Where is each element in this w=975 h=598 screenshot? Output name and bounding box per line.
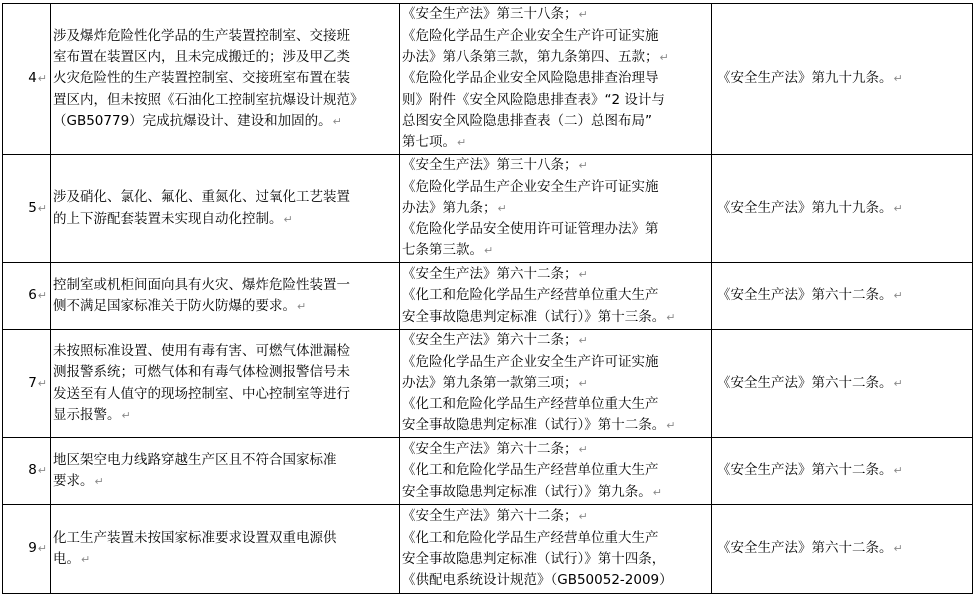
penalty-text: 《安全生产法》第六十二条。 bbox=[717, 287, 893, 304]
basis-line: 《安全生产法》第三十八条； bbox=[402, 6, 578, 23]
basis-line: 《危险化学品生产企业安全生产许可证实施 bbox=[402, 178, 659, 195]
basis-cell bbox=[400, 4, 712, 155]
basis-line: 《危险化学品企业安全风险隐患排查治理导 bbox=[402, 70, 659, 87]
condition-line: 涉及硝化、氯化、氟化、重氮化、过氧化工艺装置 bbox=[53, 189, 350, 206]
row-number: 6 bbox=[28, 287, 37, 304]
row-number-cell bbox=[3, 505, 51, 594]
penalty-cell bbox=[712, 438, 973, 505]
row-number: 5 bbox=[28, 199, 37, 216]
penalty-cell bbox=[712, 4, 973, 155]
paragraph-mark-icon: ↵ bbox=[578, 510, 588, 524]
basis-line: 《安全生产法》第三十八条； bbox=[402, 157, 578, 174]
condition-cell bbox=[51, 155, 400, 263]
penalty-cell bbox=[712, 155, 973, 263]
table-row bbox=[3, 505, 973, 594]
hazard-table bbox=[2, 3, 973, 594]
row-number: 4 bbox=[28, 70, 37, 87]
penalty-text: 《安全生产法》第九十九条。 bbox=[717, 199, 893, 216]
paragraph-mark-icon: ↵ bbox=[893, 464, 903, 478]
basis-line: 安全事故隐患判定标准（试行）》第十三条。 bbox=[402, 308, 666, 325]
basis-line: 《安全生产法》第六十二条； bbox=[402, 441, 578, 458]
paragraph-mark-icon: ↵ bbox=[578, 159, 588, 173]
penalty-text: 《安全生产法》第六十二条。 bbox=[717, 540, 893, 557]
basis-line: 《安全生产法》第六十二条； bbox=[402, 332, 578, 349]
condition-line: 未按照标准设置、使用有毒有害、可燃气体泄漏检 bbox=[53, 342, 350, 359]
basis-line: 办法》第九条； bbox=[402, 199, 497, 216]
row-number-cell bbox=[3, 330, 51, 438]
condition-cell bbox=[51, 263, 400, 330]
condition-cell bbox=[51, 330, 400, 438]
paragraph-mark-icon: ↵ bbox=[37, 376, 47, 390]
table-row bbox=[3, 4, 973, 155]
basis-line: 《化工和危险化学品生产经营单位重大生产 bbox=[402, 529, 659, 546]
basis-cell bbox=[400, 330, 712, 438]
condition-line: 测报警系统；可燃气体和有毒气体检测报警信号未 bbox=[53, 364, 350, 381]
row-number: 9 bbox=[28, 540, 37, 557]
paragraph-mark-icon: ↵ bbox=[578, 8, 588, 22]
paragraph-mark-icon: ↵ bbox=[484, 244, 494, 258]
basis-line: 七条第三款。 bbox=[402, 242, 483, 259]
paragraph-mark-icon: ↵ bbox=[37, 72, 47, 86]
table-row bbox=[3, 155, 973, 263]
paragraph-mark-icon: ↵ bbox=[81, 553, 91, 566]
table-row bbox=[3, 438, 973, 505]
condition-line: 电。 bbox=[53, 551, 80, 567]
paragraph-mark-icon: ↵ bbox=[121, 408, 131, 422]
condition-line: （GB50779）完成抗爆设计、建设和加固的。 bbox=[53, 112, 332, 129]
basis-line: 办法》第九条第一款第三项； bbox=[402, 374, 578, 391]
condition-line: 要求。 bbox=[53, 473, 94, 489]
condition-cell bbox=[51, 4, 400, 155]
paragraph-mark-icon: ↵ bbox=[893, 72, 903, 86]
penalty-text: 《安全生产法》第六十二条。 bbox=[717, 462, 893, 479]
penalty-text: 《安全生产法》第六十二条。 bbox=[717, 374, 893, 391]
paragraph-mark-icon: ↵ bbox=[37, 464, 47, 478]
paragraph-mark-icon: ↵ bbox=[578, 443, 588, 457]
paragraph-mark-icon: ↵ bbox=[893, 376, 903, 390]
condition-line: 侧不满足国家标准关于防火防爆的要求。 bbox=[53, 298, 296, 314]
basis-line: 《供配电系统设计规范》（GB50052-2009） bbox=[402, 572, 673, 589]
basis-line: 《危险化学品生产企业安全生产许可证实施 bbox=[402, 353, 659, 370]
paragraph-mark-icon: ↵ bbox=[578, 268, 588, 282]
row-number: 8 bbox=[28, 462, 37, 479]
condition-line: 的上下游配套装置未实现自动化控制。 bbox=[53, 210, 283, 227]
paragraph-mark-icon: ↵ bbox=[332, 114, 342, 128]
paragraph-mark-icon: ↵ bbox=[457, 136, 467, 150]
paragraph-mark-icon: ↵ bbox=[497, 201, 507, 215]
paragraph-mark-icon: ↵ bbox=[37, 289, 47, 303]
condition-line: 置区内，但未按照《石油化工控制室抗爆设计规范》 bbox=[53, 91, 364, 108]
paragraph-mark-icon: ↵ bbox=[666, 419, 676, 433]
condition-line: 显示报警。 bbox=[53, 406, 121, 423]
condition-line: 化工生产装置未按国家标准要求设置双重电源供 bbox=[53, 529, 337, 546]
table-row bbox=[3, 330, 973, 438]
basis-line: 安全事故隐患判定标准（试行）》第十四条， bbox=[402, 551, 666, 567]
condition-line: 室布置在装置区内，且未完成搬迁的；涉及甲乙类 bbox=[53, 49, 350, 66]
penalty-cell bbox=[712, 263, 973, 330]
paragraph-mark-icon: ↵ bbox=[297, 300, 307, 313]
condition-line: 地区架空电力线路穿越生产区且不符合国家标准 bbox=[53, 451, 337, 468]
condition-line: 发送至有人值守的现场控制室、中心控制室等进行 bbox=[53, 385, 350, 402]
basis-line: 安全事故隐患判定标准（试行）》第十二条。 bbox=[402, 417, 666, 434]
basis-line: 办法》第八条第三款，第九条第四、五款； bbox=[402, 49, 659, 66]
paragraph-mark-icon: ↵ bbox=[578, 376, 588, 390]
paragraph-mark-icon: ↵ bbox=[283, 212, 293, 226]
row-number-cell bbox=[3, 155, 51, 263]
table-row bbox=[3, 263, 973, 330]
condition-cell bbox=[51, 505, 400, 594]
penalty-text: 《安全生产法》第九十九条。 bbox=[717, 70, 893, 87]
paragraph-mark-icon: ↵ bbox=[94, 475, 104, 488]
basis-line: 《化工和危险化学品生产经营单位重大生产 bbox=[402, 287, 659, 304]
basis-line: 《安全生产法》第六十二条； bbox=[402, 508, 578, 525]
row-number-cell bbox=[3, 4, 51, 155]
paragraph-mark-icon: ↵ bbox=[652, 485, 662, 499]
row-number: 7 bbox=[28, 374, 37, 391]
condition-line: 火灾危险性的生产装置控制室、交接班室布置在装 bbox=[53, 70, 350, 87]
penalty-cell bbox=[712, 330, 973, 438]
basis-cell bbox=[400, 155, 712, 263]
row-number-cell bbox=[3, 263, 51, 330]
basis-line: 《危险化学品安全使用许可证管理办法》第 bbox=[402, 221, 659, 238]
paragraph-mark-icon: ↵ bbox=[893, 289, 903, 303]
basis-line: 第七项。 bbox=[402, 134, 456, 151]
basis-line: 则》附件《安全风险隐患排查表》“2 设计与 bbox=[402, 91, 665, 108]
basis-line: 《化工和危险化学品生产经营单位重大生产 bbox=[402, 396, 659, 413]
paragraph-mark-icon: ↵ bbox=[893, 201, 903, 215]
row-number-cell bbox=[3, 438, 51, 505]
basis-cell bbox=[400, 438, 712, 505]
basis-line: 《化工和危险化学品生产经营单位重大生产 bbox=[402, 462, 659, 479]
penalty-cell bbox=[712, 505, 973, 594]
paragraph-mark-icon: ↵ bbox=[37, 201, 47, 215]
basis-line: 总图安全风险隐患排查表（二）总图布局” bbox=[402, 112, 652, 129]
paragraph-mark-icon: ↵ bbox=[578, 334, 588, 348]
basis-cell bbox=[400, 505, 712, 594]
paragraph-mark-icon: ↵ bbox=[37, 542, 47, 556]
paragraph-mark-icon: ↵ bbox=[659, 51, 669, 65]
basis-line: 《安全生产法》第六十二条； bbox=[402, 266, 578, 283]
paragraph-mark-icon: ↵ bbox=[893, 542, 903, 556]
basis-line: 安全事故隐患判定标准（试行）》第九条。 bbox=[402, 483, 652, 500]
basis-cell bbox=[400, 263, 712, 330]
condition-line: 控制室或机柜间面向具有火灾、爆炸危险性装置一 bbox=[53, 276, 350, 293]
basis-line: 《危险化学品生产企业安全生产许可证实施 bbox=[402, 27, 659, 44]
condition-line: 涉及爆炸危险性化学品的生产装置控制室、交接班 bbox=[53, 27, 350, 44]
condition-cell bbox=[51, 438, 400, 505]
paragraph-mark-icon: ↵ bbox=[666, 310, 676, 324]
